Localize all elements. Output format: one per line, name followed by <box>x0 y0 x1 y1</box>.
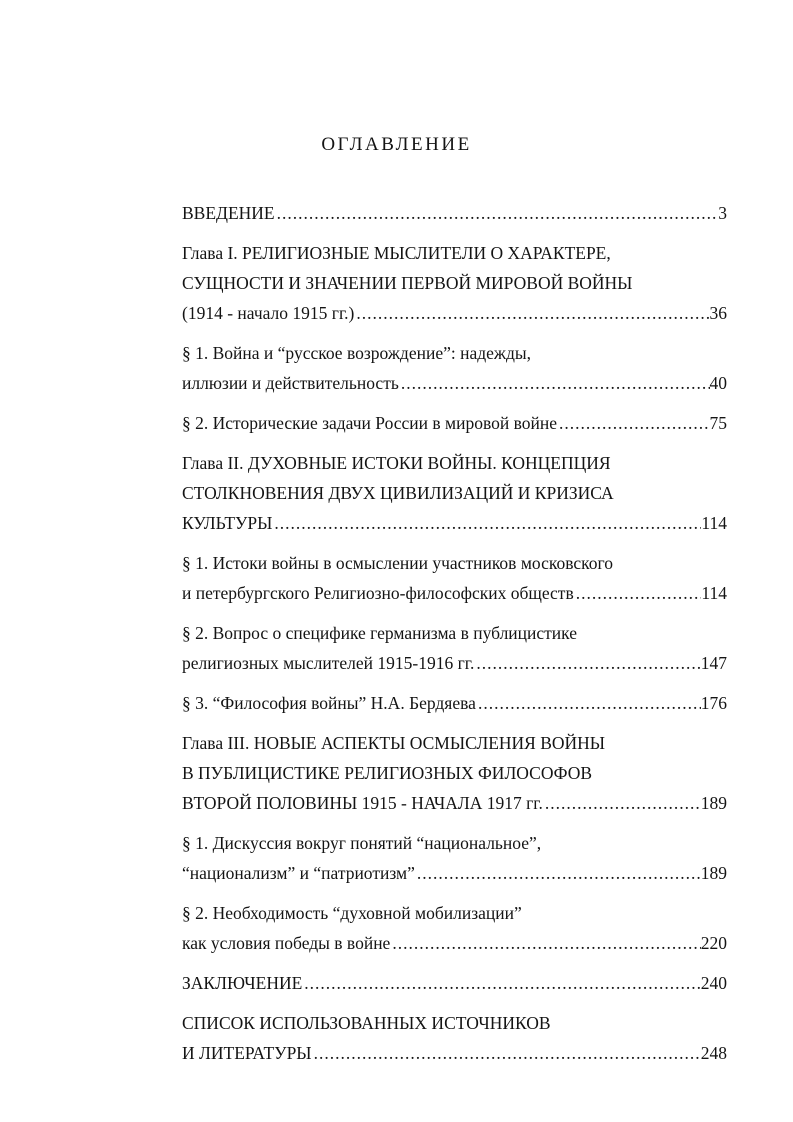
leader-dots <box>557 408 709 438</box>
toc-entry-chapter-2[interactable] <box>182 448 727 538</box>
toc-entry-text: и петербургского Религиозно-философских обществ <box>182 583 574 603</box>
leader-dots <box>390 928 700 958</box>
leader-dots <box>543 788 701 818</box>
toc-entry-text: иллюзии и действительность <box>182 373 399 393</box>
toc-line: Глава III. НОВЫЕ АСПЕКТЫ ОСМЫСЛЕНИЯ ВОЙНЫ <box>182 733 606 753</box>
toc-entry-bibliography[interactable] <box>182 1008 727 1068</box>
leader-dots <box>574 578 702 608</box>
toc-entry-chapter-3[interactable] <box>182 728 727 818</box>
toc-entry-introduction[interactable] <box>182 198 727 228</box>
toc-line <box>182 968 727 998</box>
toc-entry-section-2-3[interactable] <box>182 688 727 718</box>
leader-dots <box>302 968 700 998</box>
toc-line: § 1. Истоки войны в осмыслении участников московского <box>182 553 613 573</box>
toc-page-number: 36 <box>709 303 727 323</box>
toc-line <box>182 788 727 818</box>
toc-entry-section-3-1[interactable] <box>182 828 727 888</box>
toc-line <box>182 648 727 678</box>
table-of-contents <box>182 198 727 1078</box>
toc-line: § 2. Вопрос о специфике германизма в публицистике <box>182 623 578 643</box>
toc-line <box>182 508 727 538</box>
toc-page-number: 189 <box>700 863 727 883</box>
toc-entry-text: ВВЕДЕНИЕ <box>182 203 275 223</box>
toc-entry-section-3-2[interactable] <box>182 898 727 958</box>
toc-entry-section-2-2[interactable] <box>182 618 727 678</box>
toc-page-number: 248 <box>700 1043 727 1063</box>
leader-dots <box>354 298 709 328</box>
toc-page-number: 40 <box>709 373 727 393</box>
toc-entry-text: ЗАКЛЮЧЕНИЕ <box>182 973 303 993</box>
toc-line <box>182 408 727 438</box>
toc-page-number: 114 <box>701 583 727 603</box>
toc-line <box>182 578 727 608</box>
toc-line: § 1. Война и “русское возрождение”: надежды, <box>182 343 532 363</box>
toc-page-number: 114 <box>701 513 727 533</box>
toc-line: В ПУБЛИЦИСТИКЕ РЕЛИГИОЗНЫХ ФИЛОСОФОВ <box>182 763 593 783</box>
toc-entry-text: КУЛЬТУРЫ <box>182 513 273 533</box>
leader-dots <box>474 648 700 678</box>
toc-entry-text: ВТОРОЙ ПОЛОВИНЫ 1915 - НАЧАЛА 1917 гг. <box>182 793 543 813</box>
leader-dots <box>415 858 701 888</box>
toc-entry-text: (1914 - начало 1915 гг.) <box>182 303 355 323</box>
leader-dots <box>312 1038 701 1068</box>
leader-dots <box>275 198 719 228</box>
toc-page-number: 189 <box>700 793 727 813</box>
toc-entry-conclusion[interactable] <box>182 968 727 998</box>
toc-entry-section-1-2[interactable] <box>182 408 727 438</box>
toc-line <box>182 928 727 958</box>
toc-page-number: 240 <box>700 973 727 993</box>
leader-dots <box>272 508 701 538</box>
toc-page-number: 176 <box>700 693 727 713</box>
toc-entry-text: § 3. “Философия войны” Н.А. Бердяева <box>182 693 476 713</box>
page-title: ОГЛАВЛЕНИЕ <box>321 134 472 155</box>
toc-line: § 1. Дискуссия вокруг понятий “национальное”, <box>182 833 542 853</box>
toc-entry-text: И ЛИТЕРАТУРЫ <box>182 1043 312 1063</box>
toc-page-number: 147 <box>700 653 727 673</box>
toc-page-number: 3 <box>718 203 727 223</box>
toc-line <box>182 858 727 888</box>
toc-entry-text: как условия победы в войне <box>182 933 391 953</box>
toc-page-number: 75 <box>709 413 727 433</box>
toc-line <box>182 1038 727 1068</box>
toc-line: СПИСОК ИСПОЛЬЗОВАННЫХ ИСТОЧНИКОВ <box>182 1013 551 1033</box>
toc-line: Глава I. РЕЛИГИОЗНЫЕ МЫСЛИТЕЛИ О ХАРАКТЕРЕ, <box>182 243 611 263</box>
toc-entry-text: § 2. Исторические задачи России в мировой войне <box>182 413 558 433</box>
toc-line <box>182 198 727 228</box>
toc-line: СУЩНОСТИ И ЗНАЧЕНИИ ПЕРВОЙ МИРОВОЙ ВОЙНЫ <box>182 273 633 293</box>
toc-entry-section-1-1[interactable] <box>182 338 727 398</box>
toc-page-number: 220 <box>700 933 727 953</box>
toc-entry-section-2-1[interactable] <box>182 548 727 608</box>
toc-entry-chapter-1[interactable] <box>182 238 727 328</box>
toc-entry-text: “национализм” и “патриотизм” <box>182 863 415 883</box>
leader-dots <box>476 688 701 718</box>
toc-line <box>182 688 727 718</box>
toc-line <box>182 298 727 328</box>
toc-line: Глава II. ДУХОВНЫЕ ИСТОКИ ВОЙНЫ. КОНЦЕПЦИЯ <box>182 453 611 473</box>
toc-entry-text: религиозных мыслителей 1915-1916 гг. <box>182 653 475 673</box>
toc-line: СТОЛКНОВЕНИЯ ДВУХ ЦИВИЛИЗАЦИЙ И КРИЗИСА <box>182 483 614 503</box>
leader-dots <box>399 368 710 398</box>
toc-line <box>182 368 727 398</box>
toc-line: § 2. Необходимость “духовной мобилизации” <box>182 903 522 923</box>
